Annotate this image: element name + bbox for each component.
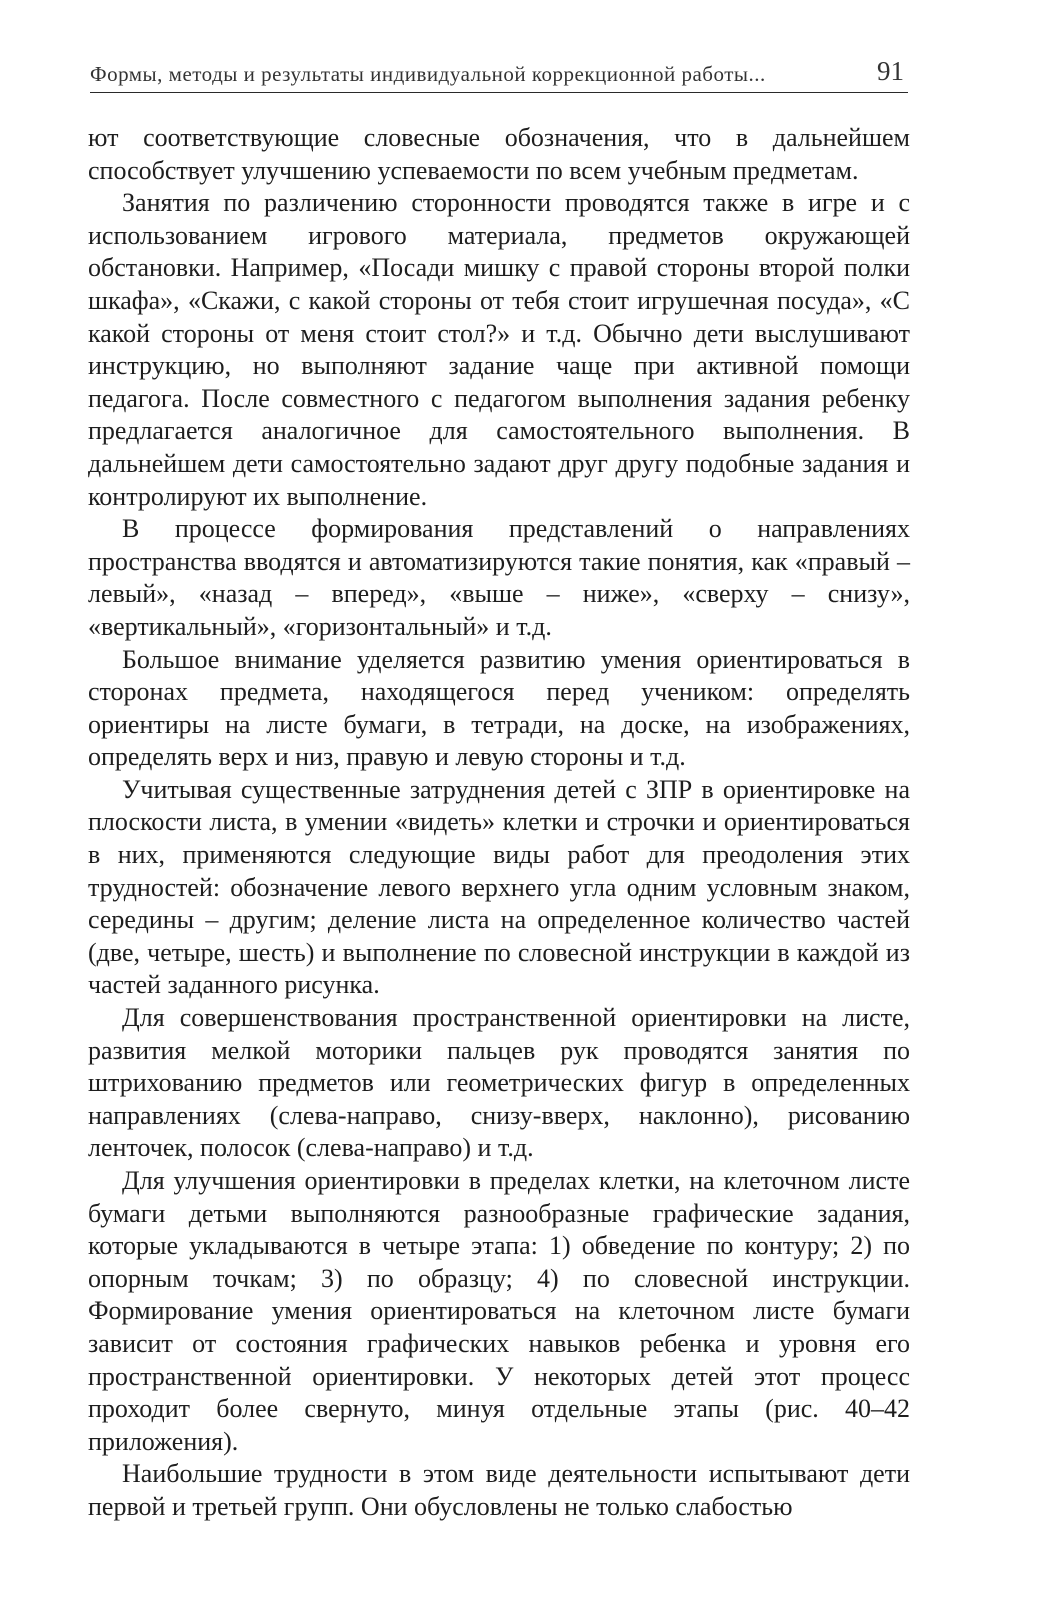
paragraph: ют соответствующие словесные обозначения, что в дальнейшем способствует улучшению успеваемости по всем учебным предметам. [88, 123, 910, 185]
paragraph: Для улучшения ориентировки в пределах клетки, на клеточном листе бумаги детьми выполняются разнообразные графические задания, которые укладываются в четыре этапа: 1) обведение по контуру; 2) по опорным точкам; 3) по образцу; 4) по словесной инструкции. Формирование умения ориентироваться на клеточном листе бумаги зависит от состояния графических навыков ребенка и уровня его пространственной ориентировки. У некоторых детей этот процесс проходит более свернуто, минуя отдельные этапы (рис. 40–42 приложения). [88, 1166, 910, 1456]
paragraph: Большое внимание уделяется развитию умения ориентироваться в сторонах предмета, находящегося перед учеником: определять ориентиры на листе бумаги, в тетради, на доске, на изображениях, определять верх и низ, правую и левую стороны и т.д. [88, 644, 910, 772]
page-number: 91 [877, 56, 904, 86]
paragraph: Учитывая существенные затруднения детей с ЗПР в ориентировке на плоскости листа, в умении «видеть» клетки и строчки и ориентироваться в них, применяются следующие виды работ для преодоления этих трудностей: обозначение левого верхнего угла одним условным знаком, середины – другим; деление листа на определенное количество частей (две, четыре, шесть) и выполнение по словесной инструкции в каждой из частей заданного рисунка. [88, 774, 910, 1000]
running-header [90, 58, 908, 93]
paragraph: В процессе формирования представлений о направлениях пространства вводятся и автоматизируются такие понятия, как «правый – левый», «назад – вперед», «выше – ниже», «сверху – снизу», «вертикальный», «горизонтальный» и т.д. [88, 514, 910, 641]
paragraph: Для совершенствования пространственной ориентировки на листе, развития мелкой моторики пальцев рук проводятся занятия по штрихованию предметов или геометрических фигур в определенных направлениях (слева-направо, снизу-вверх, наклонно), рисованию ленточек, полосок (слева-направо) и т.д. [88, 1003, 910, 1163]
paragraph: Занятия по различению сторонности проводятся также в игре и с использованием игрового материала, предметов окружающей обстановки. Например, «Посади мишку с правой стороны второй полки шкафа», «Скажи, с какой стороны от тебя стоит игрушечная посуда», «С какой стороны от меня стоит стол?» и т.д. Обычно дети выслушивают инструкцию, но выполняют задание чаще при активной помощи педагога. После совместного с педагогом выполнения задания ребенку предлагается аналогичное для самостоятельного выполнения. В дальнейшем дети самостоятельно задают друг другу подобные задания и контролируют их выполнение. [88, 188, 910, 511]
running-header-title: Формы, методы и результаты индивидуальной коррекционной работы... [90, 62, 766, 86]
paragraph: Наибольшие трудности в этом виде деятельности испытывают дети первой и третьей групп. Они обусловлены не только слабостью [88, 1459, 910, 1521]
page-body [88, 122, 910, 1524]
